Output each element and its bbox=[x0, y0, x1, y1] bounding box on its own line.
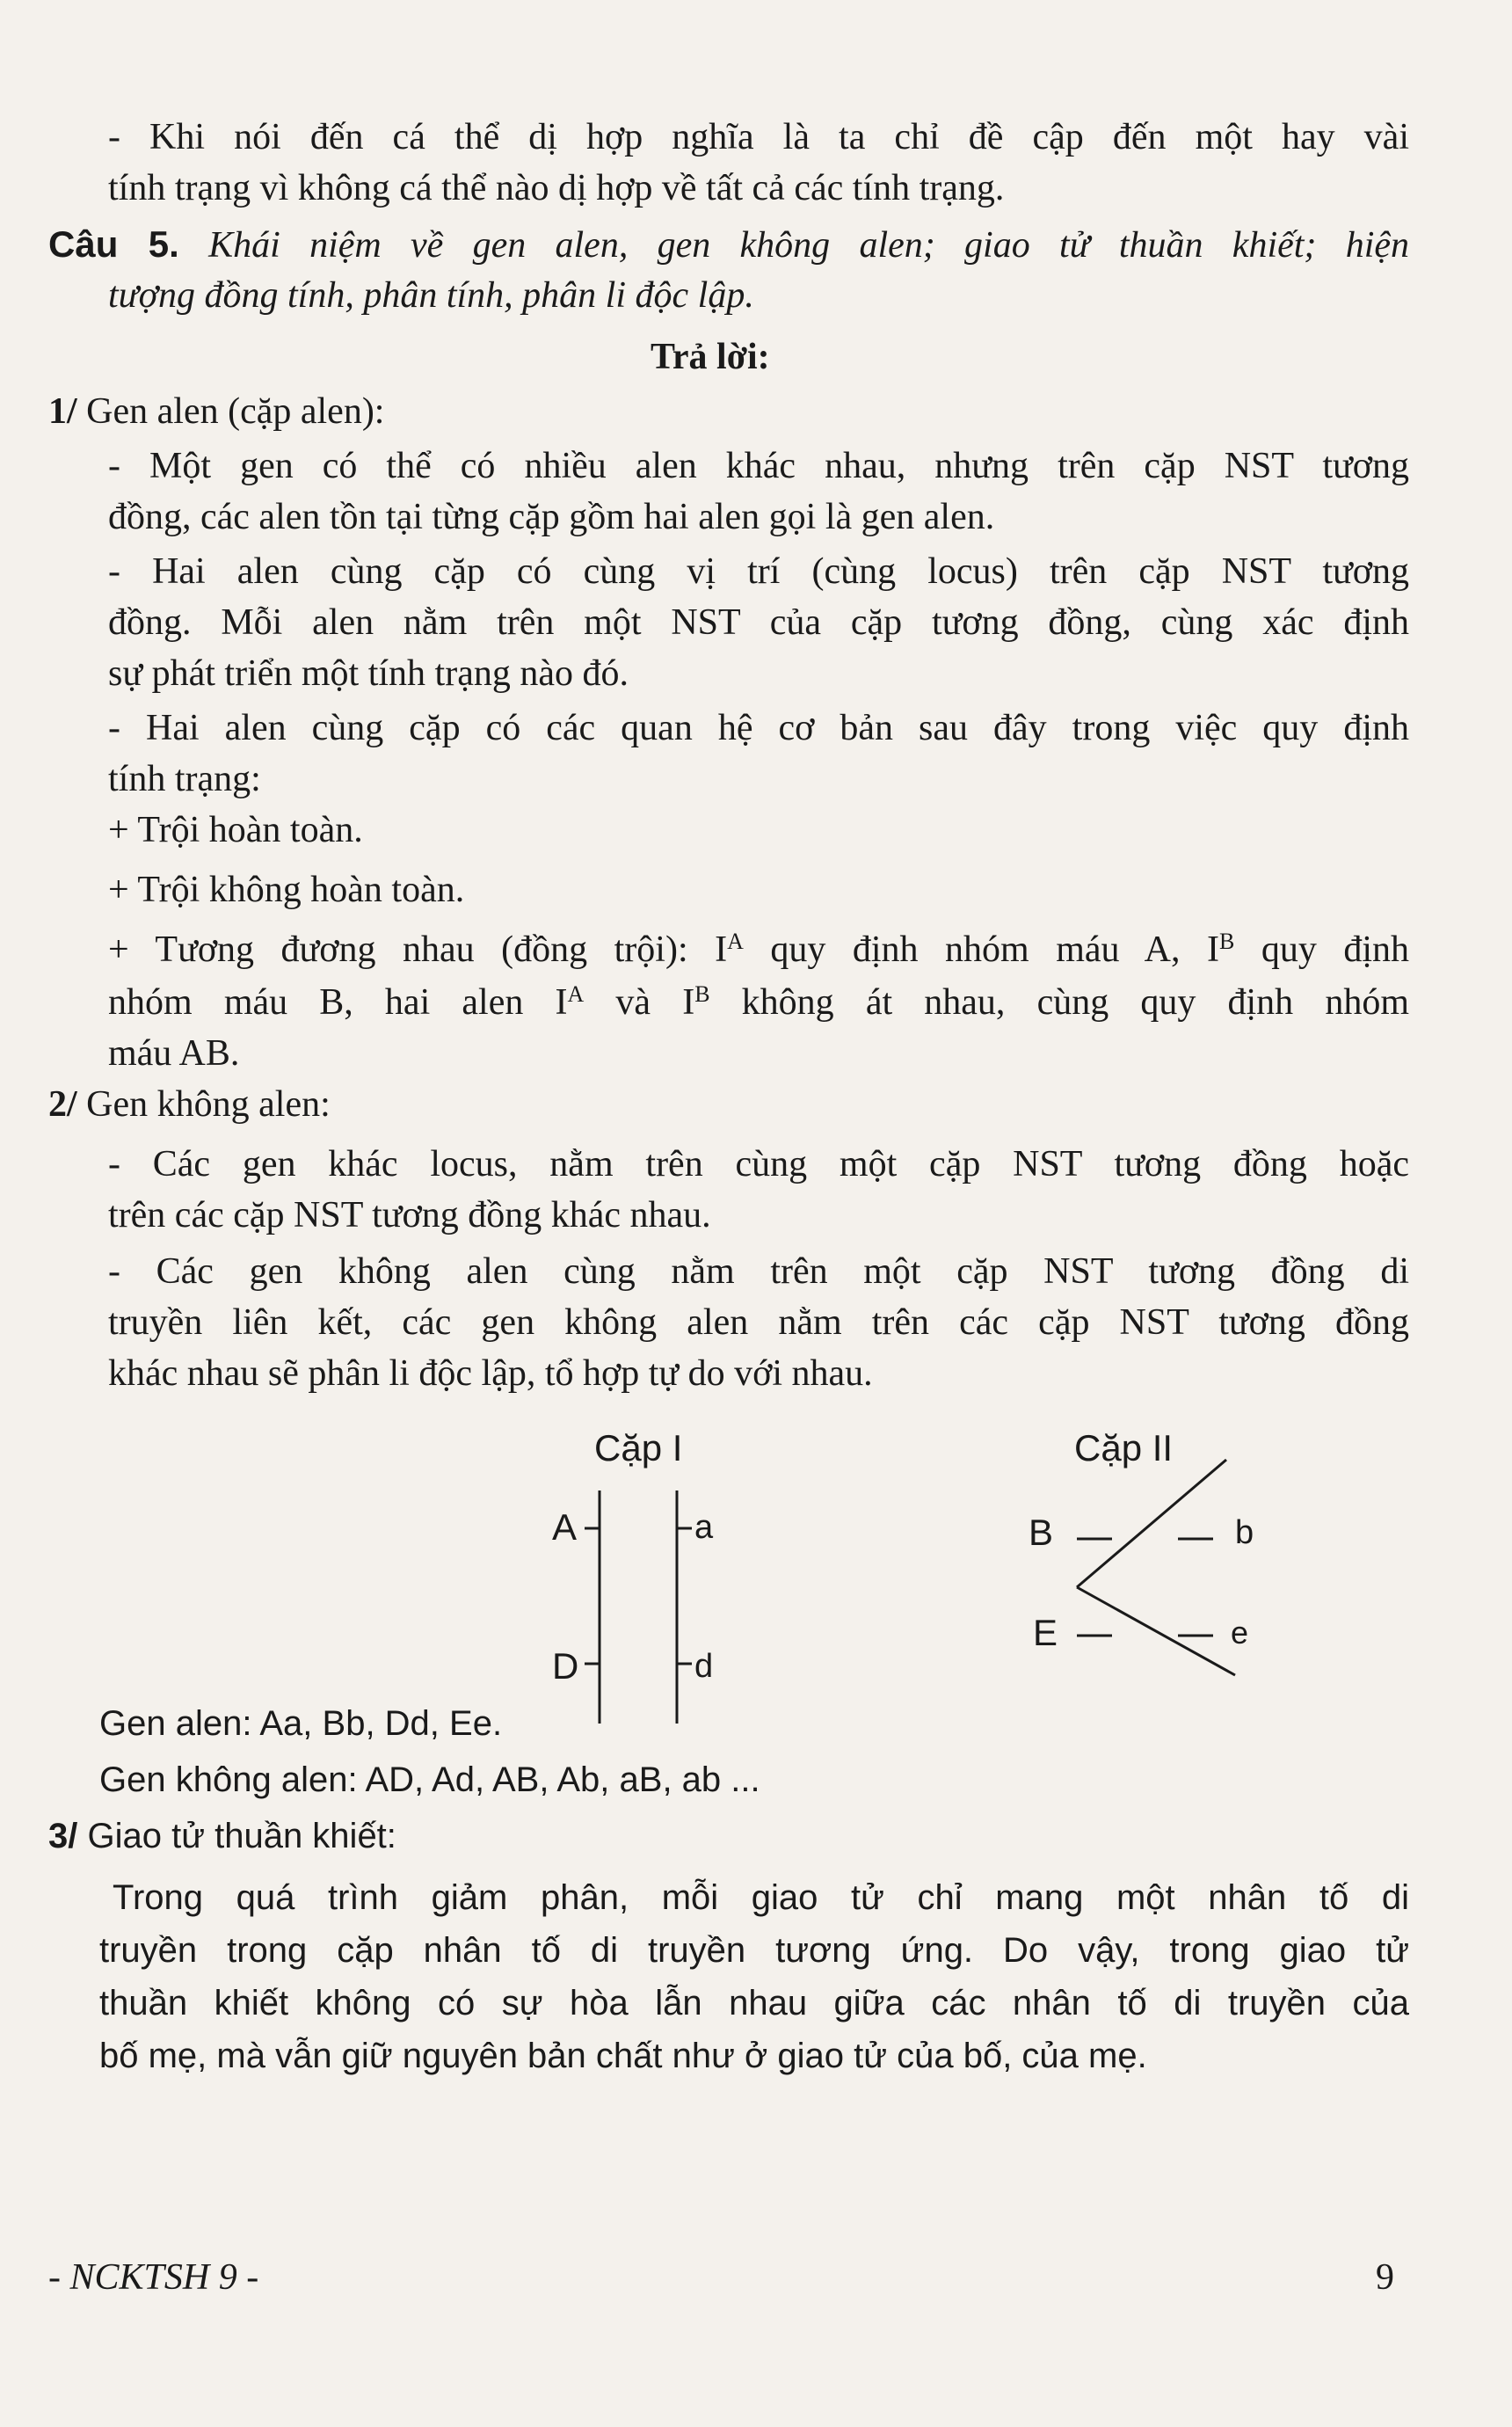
superscript: B bbox=[694, 981, 710, 1007]
allele-a-label: a bbox=[694, 1509, 714, 1546]
allele-d-label: d bbox=[694, 1648, 714, 1685]
s1-bullet-1: + Trội hoàn toàn. bbox=[108, 810, 363, 850]
s1-bullet-2: + Trội không hoàn toàn. bbox=[108, 870, 465, 910]
pair-2-title: Cặp II bbox=[1074, 1427, 1174, 1469]
s2-paragraph-1-line-2: trên các cặp NST tương đồng khác nhau. bbox=[108, 1195, 711, 1235]
superscript: A bbox=[567, 981, 585, 1007]
text-span: và I bbox=[584, 982, 695, 1023]
superscript: A bbox=[727, 929, 744, 954]
footer-book-title: - NCKTSH 9 - bbox=[48, 2257, 259, 2298]
allele-b-label: b bbox=[1235, 1514, 1254, 1551]
allele-pairs-example: Gen alen: Aa, Bb, Dd, Ee. bbox=[99, 1704, 503, 1743]
s3-line-4: bố mẹ, mà vẫn giữ nguyên bản chất như ở giao tử của bố, của mẹ. bbox=[99, 2037, 1147, 2075]
s3-line-1: Trong quá trình giảm phân, mỗi giao tử chỉ mang một nhân tố di bbox=[113, 1878, 1409, 1917]
section-1-mark: 1/ bbox=[48, 391, 77, 432]
page-number: 9 bbox=[1376, 2257, 1394, 2298]
text-span: quy định bbox=[1234, 929, 1410, 970]
text-span: không át nhau, cùng quy định nhóm bbox=[709, 982, 1409, 1023]
allele-A-label: A bbox=[552, 1506, 578, 1548]
s2-paragraph-1-line-1: - Các gen khác locus, nằm trên cùng một cặp NST tương đồng hoặc bbox=[108, 1144, 1409, 1184]
superscript: B bbox=[1219, 929, 1235, 954]
text-span: quy định nhóm máu A, I bbox=[743, 929, 1219, 970]
section-3-mark: 3/ bbox=[48, 1817, 78, 1855]
s2-paragraph-2-line-2: truyền liên kết, các gen không alen nằm trên các cặp NST tương đồng bbox=[108, 1302, 1409, 1343]
allele-D-label: D bbox=[552, 1645, 579, 1687]
s2-paragraph-2-line-3: khác nhau sẽ phân li độc lập, tổ hợp tự do với nhau. bbox=[108, 1353, 873, 1394]
s1-paragraph-3-line-2: tính trạng: bbox=[108, 759, 261, 799]
pair-2-lower-chromosome bbox=[1077, 1587, 1235, 1675]
s1-paragraph-1-line-1: - Một gen có thể có nhiều alen khác nhau, nhưng trên cặp NST tương bbox=[108, 446, 1409, 486]
question-5-label: Câu 5. bbox=[48, 223, 179, 265]
s1-paragraph-2-line-1: - Hai alen cùng cặp có cùng vị trí (cùng locus) trên cặp NST tương bbox=[108, 551, 1409, 592]
allele-B-label: B bbox=[1029, 1512, 1054, 1553]
section-1-title: Gen alen (cặp alen): bbox=[86, 391, 385, 432]
text-span: + Tương đương nhau (đồng trội): I bbox=[108, 929, 728, 970]
pair-1-title: Cặp I bbox=[594, 1427, 683, 1469]
allele-E-label: E bbox=[1033, 1612, 1058, 1653]
s1-paragraph-2-line-3: sự phát triển một tính trạng nào đó. bbox=[108, 653, 629, 694]
section-3-title: Giao tử thuần khiết: bbox=[87, 1817, 396, 1855]
pair-2-upper-chromosome bbox=[1077, 1460, 1226, 1587]
section-2-mark: 2/ bbox=[48, 1084, 77, 1125]
answer-heading: Trả lời: bbox=[651, 337, 770, 377]
section-3-heading bbox=[48, 1811, 396, 1861]
non-allele-pairs-example: Gen không alen: AD, Ad, AB, Ab, aB, ab ... bbox=[99, 1760, 760, 1799]
s2-paragraph-2-line-1: - Các gen không alen cùng nằm trên một cặp NST tương đồng di bbox=[108, 1251, 1409, 1292]
s1-paragraph-1-line-2: đồng, các alen tồn tại từng cặp gồm hai alen gọi là gen alen. bbox=[108, 497, 995, 537]
s1-paragraph-3-line-1: - Hai alen cùng cặp có các quan hệ cơ bản sau đây trong việc quy định bbox=[108, 708, 1409, 748]
s1-paragraph-2-line-2: đồng. Mỗi alen nằm trên một NST của cặp tương đồng, cùng xác định bbox=[108, 602, 1409, 643]
text-span: nhóm máu B, hai alen I bbox=[108, 982, 568, 1023]
question-5-text: Khái niệm về gen alen, gen không alen; giao tử thuần khiết; hiện bbox=[208, 225, 1409, 266]
s1-bullet-3-line-3: máu AB. bbox=[108, 1033, 240, 1074]
intro-line-2: tính trạng vì không cá thể nào dị hợp về tất cả các tính trạng. bbox=[108, 168, 1005, 208]
s3-line-3: thuần khiết không có sự hòa lẫn nhau giữa các nhân tố di truyền của bbox=[99, 1984, 1409, 2022]
section-2-title: Gen không alen: bbox=[86, 1084, 331, 1125]
intro-line-1: - Khi nói đến cá thể dị hợp nghĩa là ta chỉ đề cập đến một hay vài bbox=[108, 117, 1409, 157]
s3-line-2: truyền trong cặp nhân tố di truyền tương ứng. Do vậy, trong giao tử bbox=[99, 1931, 1409, 1970]
question-5-line-2: tượng đồng tính, phân tính, phân li độc lập. bbox=[108, 275, 754, 316]
allele-e-label: e bbox=[1231, 1614, 1249, 1651]
